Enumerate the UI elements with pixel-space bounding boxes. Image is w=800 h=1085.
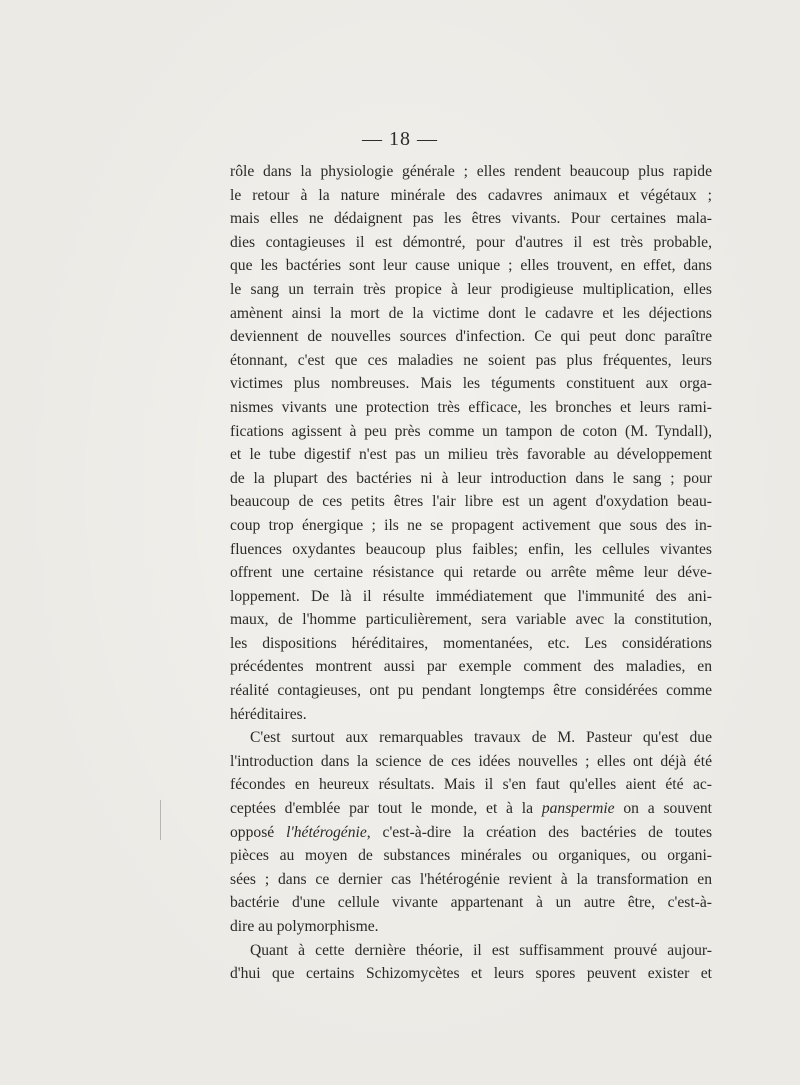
text-line: loppement. De là il résulte immédiatement que l'immunité des ani- — [230, 587, 712, 605]
text-line: C'est surtout aux remarquables travaux de M. Pasteur qu'est due — [250, 729, 712, 747]
text-line: beaucoup de ces petits êtres l'air libre est un agent d'oxydation beau- — [230, 493, 712, 511]
text-line: Quant à cette dernière théorie, il est suffisamment prouvé aujour- — [250, 941, 712, 959]
text-line: pièces au moyen de substances minérales ou organiques, ou organi- — [230, 847, 712, 865]
text-line: de la plupart des bactéries ni à leur introduction dans le sang ; pour — [230, 469, 712, 487]
text-line: victimes plus nombreuses. Mais les téguments constituent aux orga- — [230, 375, 712, 393]
text-line: les dispositions héréditaires, momentanées, etc. Les considérations — [230, 634, 712, 652]
text-line: précédentes montrent aussi par exemple comment des maladies, en — [230, 658, 712, 676]
text-line: rôle dans la physiologie générale ; elles rendent beaucoup plus rapide — [230, 163, 712, 180]
italic-term: l'hétérogénie — [286, 823, 367, 841]
text-line: amènent ainsi la mort de la victime dont le cadavre et les déjections — [230, 304, 712, 322]
italic-term: panspermie — [541, 800, 615, 818]
text-line: fécondes en heureux résultats. Mais il s'en faut qu'elles aient été ac- — [230, 776, 712, 794]
text-line: et le tube digestif n'est pas un milieu très favorable au développement — [230, 446, 712, 464]
text-line: ceptées d'emblée par tout le monde, et à la panspermie on a souvent — [230, 800, 712, 818]
page-number: — 18 — — [362, 128, 438, 150]
text-line: coup trop énergique ; ils ne se propagent activement que sous des in- — [230, 516, 712, 534]
text-line: offrent une certaine résistance qui retarde ou arrête même leur déve- — [230, 564, 712, 582]
text-line: le retour à la nature minérale des cadavres animaux et végétaux ; — [230, 186, 712, 204]
text-line: l'introduction dans la science de ces idées nouvelles ; elles ont déjà été — [230, 752, 712, 770]
text-line: réalité contagieuses, ont pu pendant longtemps être considérées comme — [230, 682, 712, 700]
text-line: fications agissent à peu près comme un tampon de coton (M. Tyndall), — [230, 422, 712, 440]
text-line: dire au polymorphisme. — [230, 918, 379, 935]
text-line: étonnant, c'est que ces maladies ne soient pas plus fréquentes, leurs — [230, 351, 712, 369]
text-line: mais elles ne dédaignent pas les êtres vivants. Pour certaines mala- — [230, 210, 712, 228]
text-line: opposé l'hétérogénie, c'est-à-dire la création des bactéries de toutes — [230, 823, 713, 841]
text-line: d'hui que certains Schizomycètes et leurs spores peuvent exister et — [230, 965, 712, 983]
margin-mark — [160, 800, 169, 840]
text-line: bactérie d'une cellule vivante appartenant à un autre être, c'est-à- — [230, 894, 712, 912]
text-line: dies contagieuses il est démontré, pour d'autres il est très probable, — [230, 233, 712, 251]
text-line: fluences oxydantes beaucoup plus faibles; enfin, les cellules vivantes — [230, 540, 712, 558]
text-line: nismes vivants une protection très efficace, les bronches et leurs rami- — [230, 398, 712, 416]
body-text — [230, 160, 712, 986]
text-line: que les bactéries sont leur cause unique ; elles trouvent, en effet, dans — [230, 257, 712, 275]
text-line: le sang un terrain très propice à leur prodigieuse multiplication, elles — [230, 280, 712, 298]
text-line: maux, de l'homme particulièrement, sera variable avec la constitution, — [230, 611, 712, 629]
text-line: deviennent de nouvelles sources d'infection. Ce qui peut donc paraître — [230, 328, 712, 346]
text-line: héréditaires. — [230, 705, 307, 723]
text-line: sées ; dans ce dernier cas l'hétérogénie revient à la transformation en — [230, 870, 712, 888]
